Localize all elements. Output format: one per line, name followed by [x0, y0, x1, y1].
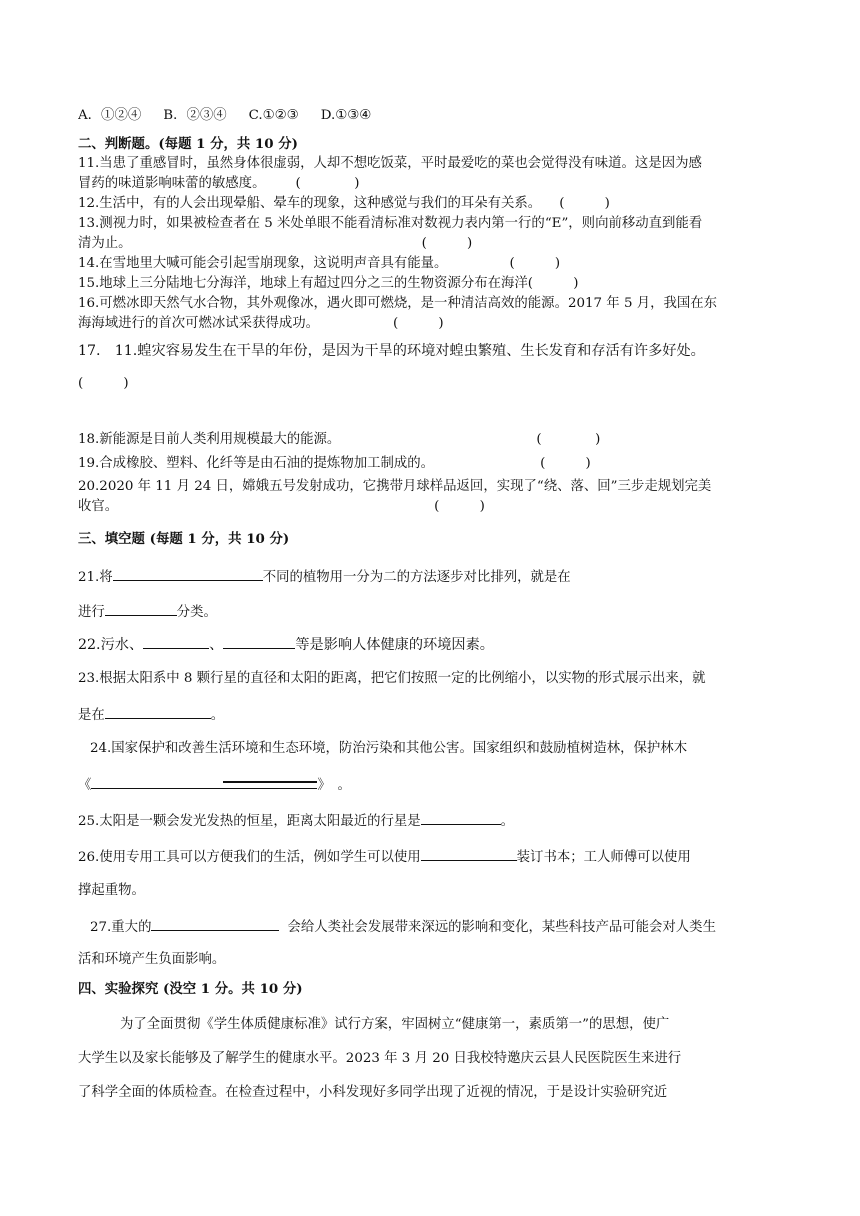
q26-line1: 26.使用专用工具可以方便我们的生活，例如学生可以使用 装订书本；工人师傅可以使用 [78, 846, 784, 868]
q21-line2: 进行 分类。 [78, 601, 784, 623]
q24-line2: 《 》 。 [78, 774, 784, 796]
answer-paren[interactable]: ( ) [540, 456, 591, 471]
q17-paren-line [78, 374, 784, 394]
answer-paren[interactable]: ( ) [78, 376, 129, 391]
q12-line: 12.生活中，有的人会出现晕船、晕车的现象，这种感觉与我们的耳朵有关系。 ( ) [78, 194, 784, 214]
q27-line2: 活和环境产生负面影响。 [78, 952, 226, 967]
answer-paren[interactable]: ( ) [421, 236, 473, 251]
q11-line2: 冒药的味道影响味蕾的敏感度。 ( ) [78, 174, 784, 194]
q21-line1: 21.将 不同的植物用一分为二的方法逐步对比排列，就是在 [78, 566, 784, 588]
q18-line: 18.新能源是目前人类利用规模最大的能源。 ( ) [78, 430, 784, 450]
q21-blank2[interactable] [105, 601, 177, 616]
answer-paren[interactable]: ( ) [527, 276, 579, 291]
q26-line2: 撑起重物。 [78, 883, 145, 898]
q27-blank[interactable] [151, 916, 279, 931]
section3-title: 三、填空题 (每题 1 分，共 10 分) [78, 531, 290, 547]
answer-paren[interactable]: ( ) [536, 432, 601, 447]
answer-paren[interactable]: ( ) [393, 316, 444, 331]
section4-para-line1: 为了全面贯彻《学生体质健康标准》试行方案，牢固树立“健康第一，素质第一”的思想，使广 [120, 1017, 670, 1032]
answer-paren[interactable]: ( ) [434, 499, 485, 514]
q13-line1: 13.测视力时，如果被检查者在 5 米处单眼不能看清标准对数视力表内第一行的“E”，则向前移动直到能看 [78, 216, 703, 231]
q23-line2: 是在 。 [78, 704, 784, 726]
q20-line2: 收官。 ( ) [78, 497, 784, 517]
q16-line1: 16.可燃冰即天然气水合物，其外观像冰，遇火即可燃烧，是一种清洁高效的能源。2017 年 5 月，我国在东 [78, 296, 718, 311]
q22-blank2[interactable] [223, 634, 295, 649]
section4-para-line2: 大学生以及家长能够及了解学生的健康水平。2023 年 3 月 20 日我校特邀庆云县人民医院医生来进行 [78, 1051, 682, 1066]
option-a: A．①②④ [78, 108, 142, 123]
q17-line: 17. 11.蝗灾容易发生在干旱的年份，是因为干旱的环境对蝗虫繁殖、生长发育和存活有许多好处。 [78, 343, 705, 359]
q23-blank[interactable] [105, 704, 211, 719]
q24-blank[interactable] [91, 774, 317, 789]
answer-paren[interactable]: ( ) [509, 256, 561, 271]
q25-line: 25.太阳是一颗会发光发热的恒星，距离太阳最近的行星是 。 [78, 810, 784, 832]
option-d: D.①③④ [320, 108, 372, 123]
q24-line1: 24.国家保护和改善生活环境和生态环境，防治污染和其他公害。国家组织和鼓励植树造林，保护林木 [90, 741, 688, 756]
q10-options [78, 106, 784, 126]
q26-blank[interactable] [421, 846, 517, 861]
answer-paren[interactable]: ( ) [559, 196, 610, 211]
section4-title: 四、实验探究 (没空 1 分。共 10 分) [78, 981, 303, 997]
q13-line2: 清为止。 ( ) [78, 234, 784, 254]
q14-line: 14.在雪地里大喊可能会引起雪崩现象，这说明声音具有能量。 ( ) [78, 254, 784, 274]
answer-paren[interactable]: ( ) [295, 176, 360, 191]
section4-para-line3: 了科学全面的体质检查。在检查过程中，小科发现好多同学出现了近视的情况，于是设计实验研究近 [78, 1085, 668, 1100]
q22-line: 22.污水、 、 等是影响人体健康的环境因素。 [78, 634, 784, 655]
option-c: C.①②③ [248, 108, 299, 123]
q20-line1: 20.2020 年 11 月 24 日，嫦娥五号发射成功，它携带月球样品返回，实现了“绕、落、回”三步走规划完美 [78, 479, 712, 494]
section2-title: 二、判断题。(每题 1 分，共 10 分) [78, 136, 298, 152]
q15-line: 15.地球上三分陆地七分海洋，地球上有超过四分之三的生物资源分布在海洋( ) [78, 274, 784, 294]
q16-line2: 海海域进行的首次可燃冰试采获得成功。 ( ) [78, 314, 784, 334]
q23-line1: 23.根据太阳系中 8 颗行星的直径和太阳的距离，把它们按照一定的比例缩小，以实物的形式展示出来，就 [78, 671, 706, 686]
q19-line: 19.合成橡胶、塑料、化纤等是由石油的提炼物加工制成的。 ( ) [78, 454, 784, 474]
q21-blank1[interactable] [113, 566, 263, 581]
q22-blank1[interactable] [143, 634, 209, 649]
option-b: B．②③④ [163, 108, 227, 123]
q27-line1: 27.重大的 会给人类社会发展带来深远的影响和变化，某些科技产品可能会对人类生 [90, 916, 796, 938]
q11-line1: 11.当患了重感冒时，虽然身体很虚弱，人却不想吃饭菜，平时最爱吃的菜也会觉得没有味道。这是因为感 [78, 156, 702, 171]
q25-blank[interactable] [421, 810, 501, 825]
